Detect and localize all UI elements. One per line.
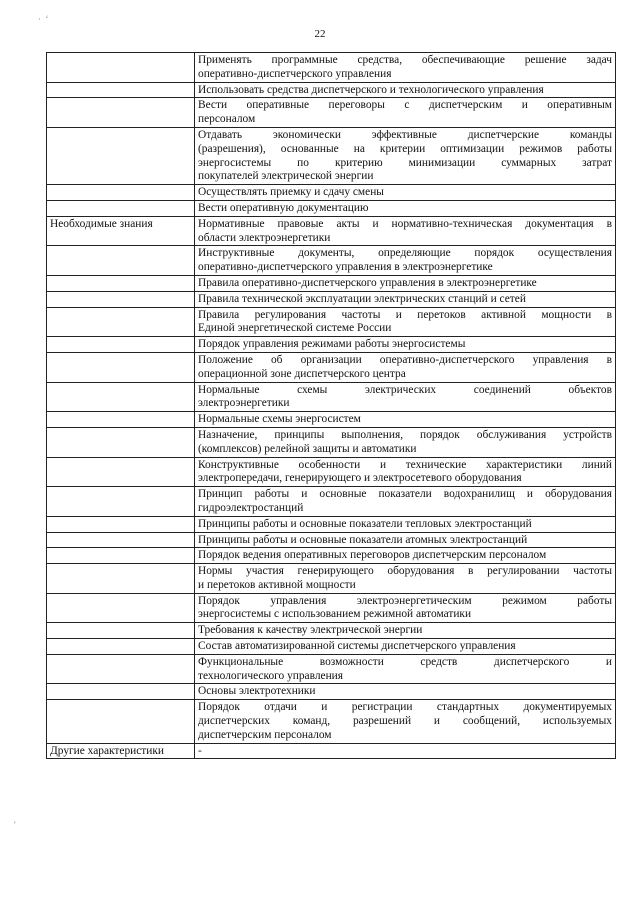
text-line: энергосистемы с использованием режимной автоматики: [198, 608, 472, 621]
table-row: [47, 291, 616, 307]
row-text: [195, 684, 616, 700]
text-line: Положение об организации оперативно-диспетчерского управления в: [198, 353, 612, 366]
text-line: оперативно-диспетчерского управления в электроэнергетике: [198, 261, 493, 274]
row-text: [195, 639, 616, 655]
row-label: [47, 532, 195, 548]
row-label: [47, 53, 195, 83]
table-row: [47, 623, 616, 639]
text-line: Правила регулирования частоты и перетоков активной мощности в: [198, 308, 612, 321]
row-text: [195, 185, 616, 201]
row-text: [195, 98, 616, 128]
text-line: Единой энергетической системе России: [198, 322, 392, 335]
row-text: [195, 548, 616, 564]
row-label: [47, 82, 195, 98]
text-line: Назначение, принципы выполнения, порядок обслуживания устройств: [198, 428, 612, 441]
table-row: [47, 700, 616, 743]
text-line: Порядок ведения оперативных переговоров диспетчерским персоналом: [198, 549, 547, 562]
requirements-table: [46, 52, 616, 759]
text-line: диспетчерских команд, разрешений и сообщений, используемых: [198, 715, 612, 728]
table-row: [47, 352, 616, 382]
table-row: [47, 412, 616, 428]
table-row: [47, 516, 616, 532]
row-text: [195, 127, 616, 184]
text-line: Правила оперативно-диспетчерского управления в электроэнергетике: [198, 276, 537, 289]
page-number: 22: [314, 28, 326, 40]
row-text: [195, 516, 616, 532]
row-label: Другие характеристики: [47, 743, 195, 759]
text-line: Нормальные схемы электрических соединений объектов: [198, 383, 612, 396]
text-line: -: [198, 744, 202, 757]
text-line: Порядок управления электроэнергетическим режимом работы: [198, 594, 612, 607]
table-row: [47, 53, 616, 83]
row-label: [47, 564, 195, 594]
row-label: [47, 412, 195, 428]
row-text: [195, 337, 616, 353]
row-label: [47, 427, 195, 457]
row-label: [47, 548, 195, 564]
text-line: гидроэлектростанций: [198, 501, 304, 514]
text-line: (комплексов) релейной защиты и автоматики: [198, 442, 417, 455]
row-label: [47, 275, 195, 291]
scan-mark-left: ': [14, 820, 16, 830]
row-label: [47, 382, 195, 412]
row-text: [195, 246, 616, 276]
text-line: Нормы участия генерирующего оборудования в регулировании частоты: [198, 565, 612, 578]
row-label: [47, 246, 195, 276]
row-label: [47, 684, 195, 700]
table-row: [47, 639, 616, 655]
row-text: [195, 216, 616, 246]
row-text: [195, 427, 616, 457]
text-line: Принцип работы и основные показатели водохранилищ и оборудования: [198, 488, 612, 501]
row-text: [195, 487, 616, 517]
text-line: электроэнергетики: [198, 397, 290, 410]
row-text: [195, 532, 616, 548]
table-row: [47, 82, 616, 98]
row-label: [47, 623, 195, 639]
row-label: [47, 200, 195, 216]
table-row: [47, 743, 616, 759]
table-row: [47, 654, 616, 684]
text-line: Вести оперативную документацию: [198, 201, 369, 214]
row-label: Необходимые знания: [47, 216, 195, 246]
row-text: [195, 593, 616, 623]
row-label: [47, 337, 195, 353]
table-row: [47, 487, 616, 517]
table-row: [47, 548, 616, 564]
row-text: [195, 53, 616, 83]
row-label: [47, 307, 195, 337]
text-line: Состав автоматизированной системы диспетчерского управления: [198, 640, 516, 653]
row-text: [195, 275, 616, 291]
row-label: [47, 639, 195, 655]
row-text: [195, 412, 616, 428]
table-row: [47, 275, 616, 291]
row-text: [195, 743, 616, 759]
text-line: технологического управления: [198, 669, 344, 682]
table-row: [47, 382, 616, 412]
text-line: Порядок отдачи и регистрации стандартных документируемых: [198, 701, 612, 714]
row-text: [195, 200, 616, 216]
text-line: оперативно-диспетчерского управления: [198, 67, 392, 80]
row-text: [195, 457, 616, 487]
table-row: [47, 185, 616, 201]
table-row: [47, 457, 616, 487]
table-row: [47, 127, 616, 184]
row-label: [47, 700, 195, 743]
text-line: Правила технической эксплуатации электрических станций и сетей: [198, 292, 526, 305]
text-line: Применять программные средства, обеспечивающие решение задач: [198, 54, 612, 66]
table-row: [47, 307, 616, 337]
text-line: операционной зоне диспетчерского центра: [198, 367, 406, 380]
text-line: Нормативные правовые акты и нормативно-техническая документация в: [198, 217, 612, 230]
text-line: (разрешения), основанные на критерии оптимизации режимов работы: [198, 142, 612, 155]
row-label: [47, 654, 195, 684]
row-text: [195, 564, 616, 594]
table-row: [47, 684, 616, 700]
text-line: Осуществлять приемку и сдачу смены: [198, 186, 384, 199]
table-row: [47, 593, 616, 623]
text-line: Порядок управления режимами работы энергосистемы: [198, 338, 466, 351]
table-row: [47, 564, 616, 594]
text-line: Инструктивные документы, определяющие порядок осуществления: [198, 247, 612, 260]
row-label: [47, 516, 195, 532]
text-line: области электроэнергетики: [198, 231, 331, 244]
text-line: и перетоков активной мощности: [198, 578, 356, 591]
row-text: [195, 352, 616, 382]
row-label: [47, 127, 195, 184]
text-line: Требования к качеству электрической энергии: [198, 624, 423, 637]
row-label: [47, 487, 195, 517]
row-text: [195, 382, 616, 412]
row-text: [195, 82, 616, 98]
text-line: Вести оперативные переговоры с диспетчерским и оперативным: [198, 99, 612, 112]
row-label: [47, 185, 195, 201]
table-row: [47, 427, 616, 457]
text-line: Принципы работы и основные показатели атомных электростанций: [198, 533, 528, 546]
text-line: Нормальные схемы энергосистем: [198, 413, 361, 426]
row-label: [47, 457, 195, 487]
text-line: электропередачи, генерирующего и электросетевого оборудования: [198, 472, 522, 485]
row-text: [195, 291, 616, 307]
row-label: [47, 291, 195, 307]
text-line: диспетчерским персоналом: [198, 728, 332, 741]
row-label: [47, 593, 195, 623]
scan-mark: · ‘: [38, 14, 49, 24]
table-row: [47, 337, 616, 353]
table-row: [47, 532, 616, 548]
row-text: [195, 307, 616, 337]
text-line: Принципы работы и основные показатели тепловых электростанций: [198, 517, 532, 530]
table-row: [47, 246, 616, 276]
text-line: Использовать средства диспетчерского и технологического управления: [198, 83, 544, 96]
text-line: покупателей электрической энергии: [198, 170, 374, 183]
text-line: энергосистемы по критерию минимизации суммарных затрат: [198, 156, 612, 169]
text-line: персоналом: [198, 113, 256, 126]
row-label: [47, 98, 195, 128]
text-line: Отдавать экономически эффективные диспетчерские команды: [198, 128, 612, 141]
text-line: Основы электротехники: [198, 685, 316, 698]
text-line: Функциональные возможности средств диспетчерского и: [198, 655, 612, 668]
row-label: [47, 352, 195, 382]
table-row: [47, 98, 616, 128]
row-text: [195, 700, 616, 743]
table-row: [47, 200, 616, 216]
row-text: [195, 654, 616, 684]
text-line: Конструктивные особенности и технические характеристики линий: [198, 458, 612, 471]
row-text: [195, 623, 616, 639]
table-row: [47, 216, 616, 246]
